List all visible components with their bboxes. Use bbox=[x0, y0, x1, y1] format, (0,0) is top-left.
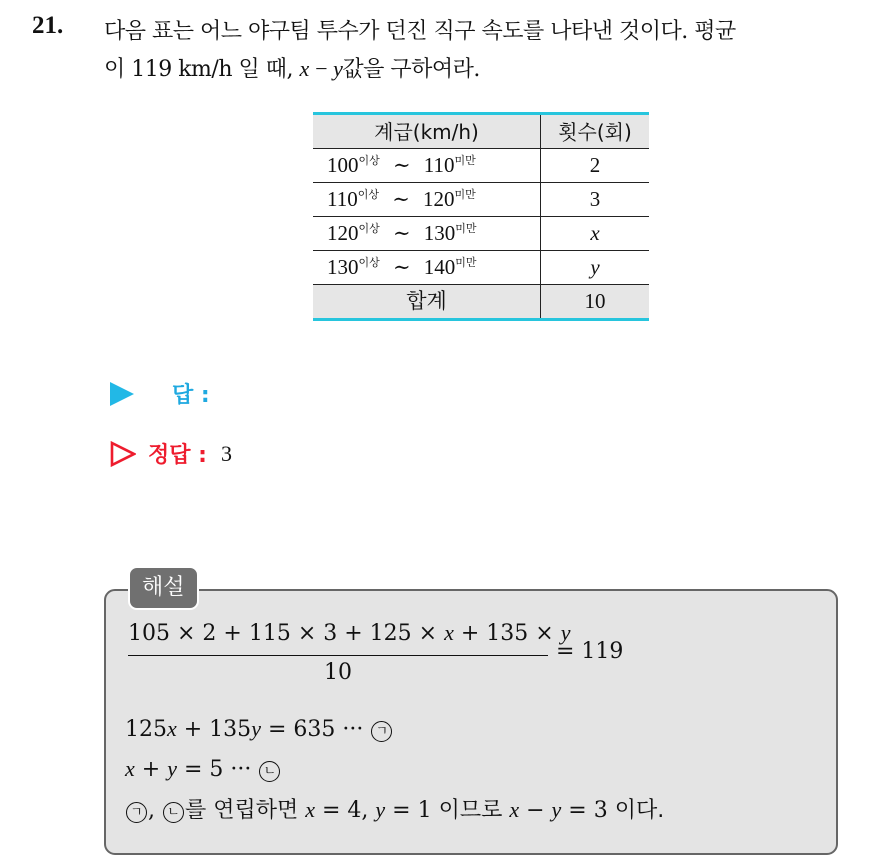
range-from: 100 bbox=[327, 153, 359, 177]
question-text-suffix: 값을 구하여라. bbox=[342, 57, 480, 82]
range-to: 120 bbox=[423, 187, 455, 211]
range-from-tag: 이상 bbox=[358, 154, 380, 167]
table-header-class: 계급(km/h) bbox=[313, 114, 541, 149]
fraction-denominator: 10 bbox=[324, 660, 352, 685]
table-cell-count bbox=[541, 217, 650, 251]
range-to: 130 bbox=[423, 221, 456, 245]
question-expression: x − y bbox=[299, 56, 343, 81]
table-header-row bbox=[313, 114, 649, 149]
range-tilde: ∼ bbox=[392, 153, 411, 177]
question-text-line2 bbox=[104, 52, 480, 83]
range-from-tag: 이상 bbox=[358, 256, 380, 269]
range-from: 130 bbox=[327, 255, 359, 279]
range-to-tag: 미만 bbox=[455, 222, 477, 235]
circled-letter-icon: ㄴ bbox=[163, 802, 184, 823]
conclusion-text: 이므로 bbox=[431, 798, 510, 823]
circled-letter-icon: ㄱ bbox=[371, 721, 392, 742]
range-tilde: ∼ bbox=[392, 221, 411, 245]
separator: , bbox=[148, 798, 155, 823]
count-variable: x bbox=[590, 221, 600, 245]
table-header-count: 횟수(회) bbox=[541, 114, 650, 149]
range-tilde: ∼ bbox=[392, 255, 411, 279]
conclusion-text: 이다. bbox=[607, 798, 665, 823]
range-to-tag: 미만 bbox=[454, 188, 476, 201]
count-variable: y bbox=[590, 255, 600, 279]
range-to-tag: 미만 bbox=[455, 256, 477, 269]
table-row bbox=[313, 251, 649, 285]
range-to: 140 bbox=[423, 255, 456, 279]
play-triangle-outline-icon bbox=[110, 441, 136, 467]
table-row bbox=[313, 183, 649, 217]
table-cell-range bbox=[313, 251, 541, 285]
table-cell-range bbox=[313, 217, 541, 251]
table-cell-count: 2 bbox=[541, 149, 650, 183]
range-to: 110 bbox=[423, 153, 455, 177]
play-triangle-filled-icon bbox=[110, 382, 134, 406]
question-number: 21. bbox=[32, 12, 64, 39]
question-text-line1: 다음 표는 어느 야구팀 투수가 던진 직구 속도를 나타낸 것이다. 평균 bbox=[104, 19, 736, 44]
range-from: 110 bbox=[327, 187, 358, 211]
table-total-row bbox=[313, 285, 649, 320]
correct-answer-label: 정답 : bbox=[148, 443, 207, 468]
circled-letter-icon: ㄴ bbox=[259, 761, 280, 782]
answer-row bbox=[110, 378, 210, 409]
answer-label: 답 : bbox=[172, 383, 210, 408]
correct-answer-value: 3 bbox=[220, 440, 232, 466]
table-cell-count: 3 bbox=[541, 183, 650, 217]
table-cell-range bbox=[313, 149, 541, 183]
range-to-tag: 미만 bbox=[454, 154, 476, 167]
solution-equation-2: x + y = 5 ··· ㄴ bbox=[125, 756, 281, 782]
solution-equation-1: 125x + 135y = 635 ··· ㄱ bbox=[125, 716, 393, 742]
table-total-value: 10 bbox=[541, 285, 650, 320]
table-cell-range bbox=[313, 183, 541, 217]
range-tilde: ∼ bbox=[392, 187, 410, 211]
table-row bbox=[313, 217, 649, 251]
circled-letter-icon: ㄱ bbox=[126, 802, 147, 823]
range-from-tag: 이상 bbox=[357, 188, 379, 201]
correct-answer-row bbox=[110, 438, 232, 469]
fraction-bar bbox=[128, 655, 548, 656]
frequency-table bbox=[313, 112, 649, 321]
solution-conclusion: ㄱ , ㄴ 를 연립하면 x = 4, y = 1 이므로 x − y = 3 이다. bbox=[125, 793, 664, 824]
table-row bbox=[313, 149, 649, 183]
solution-tag: 해설 bbox=[128, 566, 199, 610]
range-from-tag: 이상 bbox=[358, 222, 380, 235]
question-text-prefix: 이 119 km/h 일 때, bbox=[104, 57, 300, 82]
conclusion-text: 를 연립하면 bbox=[185, 798, 306, 823]
fraction-numerator: 105 × 2 + 115 × 3 + 125 × x + 135 × y bbox=[128, 620, 571, 646]
table-cell-count bbox=[541, 251, 650, 285]
range-from: 120 bbox=[327, 221, 359, 245]
table-total-label: 합계 bbox=[313, 285, 541, 320]
fraction-rhs: = 119 bbox=[556, 639, 624, 664]
